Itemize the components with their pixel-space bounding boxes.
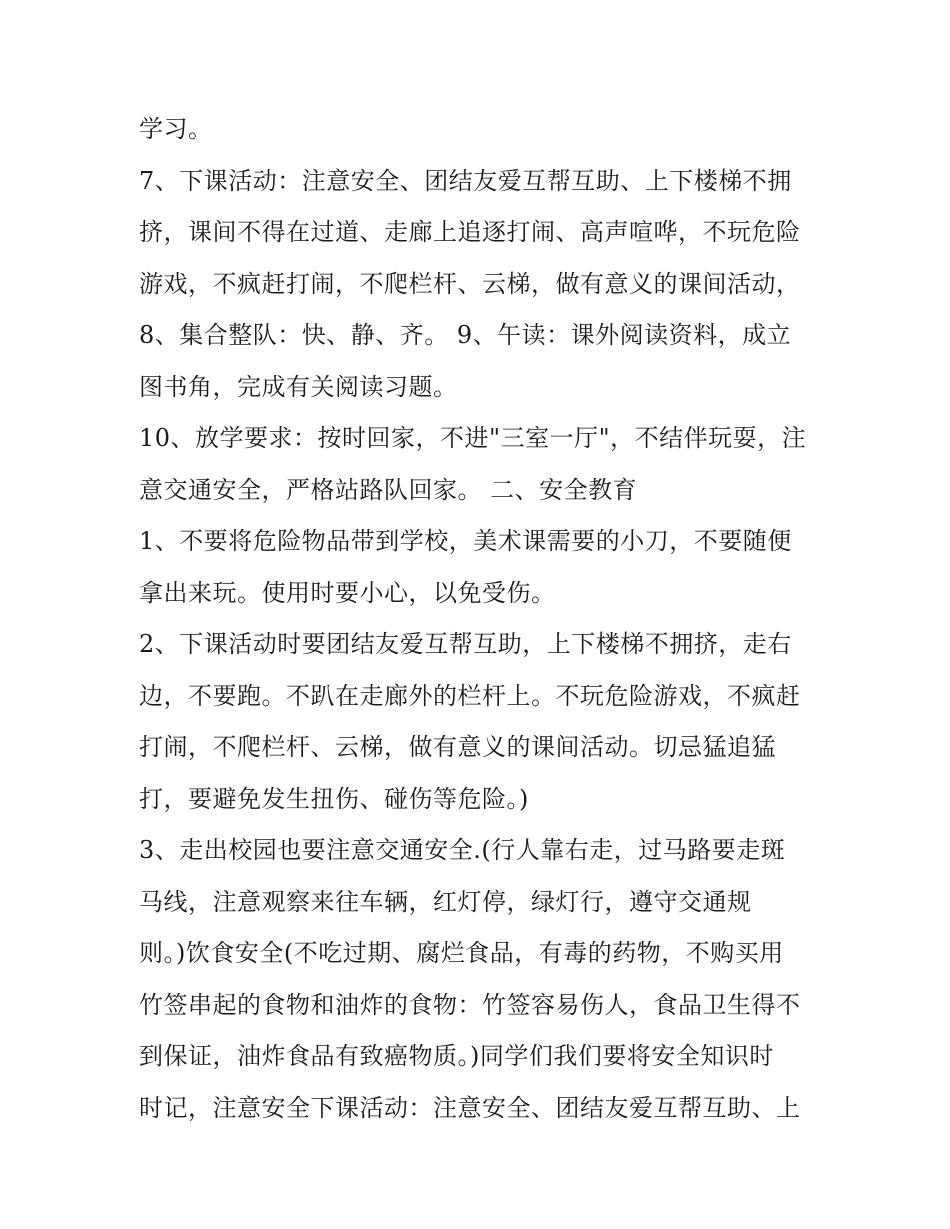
text-line: 1、不要将危险物品带到学校，美术课需要的小刀，不要随便 xyxy=(139,527,792,555)
text-line: 3、走出校园也要注意交通安全.(行人靠右走，过马路要走斑 xyxy=(139,836,786,864)
text-line: 边，不要跑。不趴在走廊外的栏杆上。不玩危险游戏，不疯赶 xyxy=(139,681,801,710)
text-line: 图书角，完成有关阅读习题。 xyxy=(139,372,458,401)
text-line: 挤，课间不得在过道、走廊上追逐打闹、高声喧哗，不玩危险 xyxy=(139,218,801,246)
text-line: 时记，注意安全下课活动：注意安全、团结友爱互帮互助、上 xyxy=(139,1093,801,1122)
text-line: 则。)饮食安全(不吃过期、腐烂食品，有毒的药物，不购买用 xyxy=(139,939,784,967)
text-line: 学习。 xyxy=(139,115,213,143)
text-line: 8、集合整队：快、静、齐。 9、午读：课外阅读资料，成立 xyxy=(139,321,792,349)
text-line: 意交通安全，严格站路队回家。 二、安全教育 xyxy=(139,475,638,504)
text-line: 10、放学要求：按时回家，不进"三室一厅"，不结伴玩耍，注 xyxy=(139,424,807,452)
text-line: 马线，注意观察来往车辆，红灯停，绿灯行，遵守交通规 xyxy=(139,887,752,916)
text-line: 到保证，油炸食品有致癌物质。)同学们我们要将安全知识时 xyxy=(139,1042,774,1070)
text-line: 拿出来玩。使用时要小心，以免受伤。 xyxy=(139,578,556,607)
text-line: 2、下课活动时要团结友爱互帮互助，上下楼梯不拥挤，走右 xyxy=(139,630,792,658)
text-line: 7、下课活动：注意安全、团结友爱互帮互助、上下楼梯不拥 xyxy=(139,166,792,195)
document-body xyxy=(139,104,819,1134)
text-line: 游戏，不疯赶打闹，不爬栏杆、云梯，做有意义的课间活动， xyxy=(139,269,801,298)
text-line: 打闹，不爬栏杆、云梯，做有意义的课间活动。切忌猛追猛 xyxy=(139,733,776,761)
text-line: 打，要避免发生扭伤、碰伤等危险。) xyxy=(139,784,529,813)
text-line: 竹签串起的食物和油炸的食物：竹签容易伤人，食品卫生得不 xyxy=(139,990,801,1019)
